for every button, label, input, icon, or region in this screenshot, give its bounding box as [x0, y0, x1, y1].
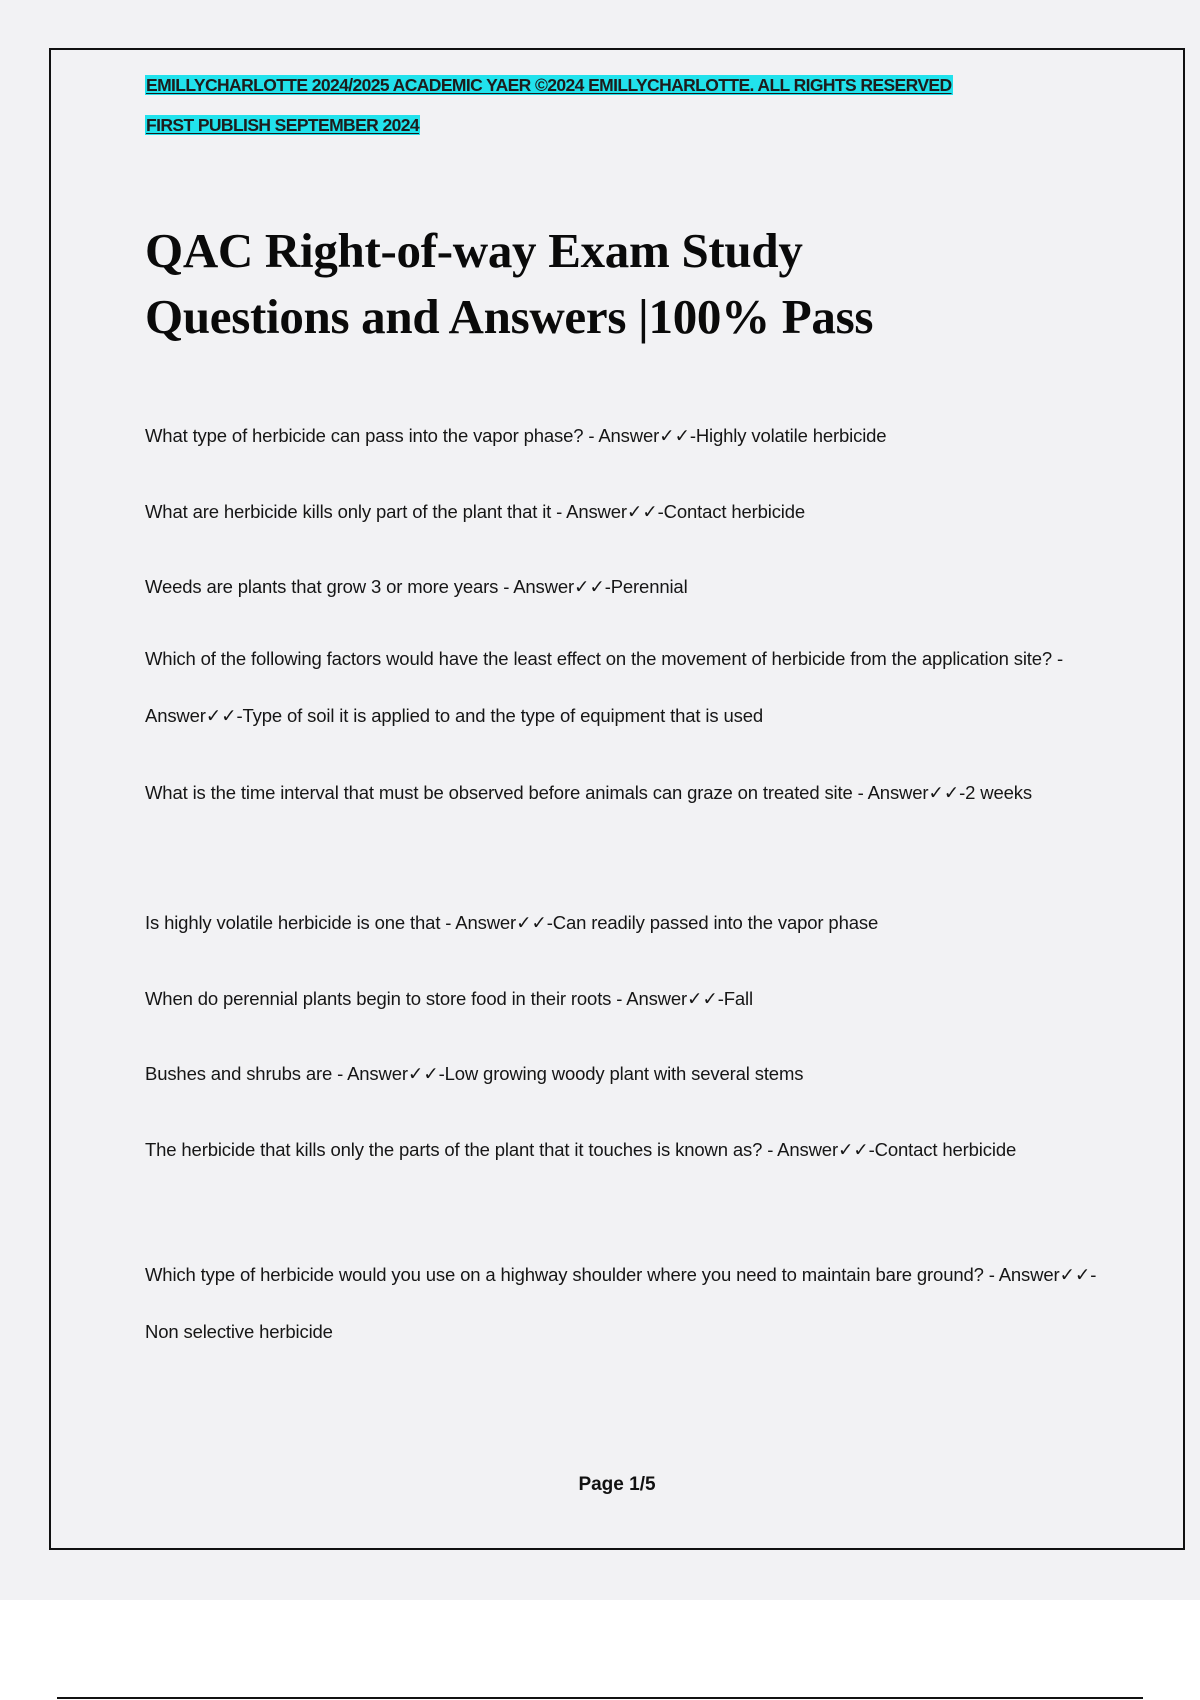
qa-item: What are herbicide kills only part of the plant that it - Answer✓✓-Contact herbicide	[145, 501, 806, 522]
publish-date-text: FIRST PUBLISH SEPTEMBER 2024	[146, 115, 419, 135]
qa-item: What type of herbicide can pass into the vapor phase? - Answer✓✓-Highly volatile herbicide	[145, 425, 887, 446]
qa-item: When do perennial plants begin to store food in their roots - Answer✓✓-Fall	[145, 988, 753, 1009]
document-title	[145, 218, 1145, 350]
qa-item: What is the time interval that must be observed before animals can graze on treated site - Answer✓✓-2 weeks	[145, 782, 1032, 803]
publish-date-header	[145, 114, 420, 137]
title-line-2: Questions and Answers |100% Pass	[145, 289, 874, 344]
title-line-1: QAC Right-of-way Exam Study	[145, 223, 803, 278]
qa-item: The herbicide that kills only the parts of the plant that it touches is known as? - Answer✓✓-Contact herbicide	[145, 1139, 1017, 1160]
qa-item: Bushes and shrubs are - Answer✓✓-Low growing woody plant with several stems	[145, 1063, 804, 1084]
qa-item: Which type of herbicide would you use on a highway shoulder where you need to maintain bare ground? - Answer✓✓-Non selective herbicide	[145, 1264, 1097, 1342]
qa-item: Is highly volatile herbicide is one that - Answer✓✓-Can readily passed into the vapor phase	[145, 912, 879, 933]
copyright-header-text: EMILLYCHARLOTTE 2024/2025 ACADEMIC YAER ©2024 EMILLYCHARLOTTE. ALL RIGHTS RESERVED	[146, 75, 952, 95]
copyright-header	[145, 74, 953, 97]
qa-item: Which of the following factors would have the least effect on the movement of herbicide from the application site? - Answer✓✓-Type of soil it is applied to and the type of equipment that is used	[145, 648, 1064, 726]
qa-item: Weeds are plants that grow 3 or more years - Answer✓✓-Perennial	[145, 576, 688, 597]
page-number: Page 1/5	[578, 1474, 656, 1495]
next-page-top-rule	[57, 1697, 1143, 1699]
